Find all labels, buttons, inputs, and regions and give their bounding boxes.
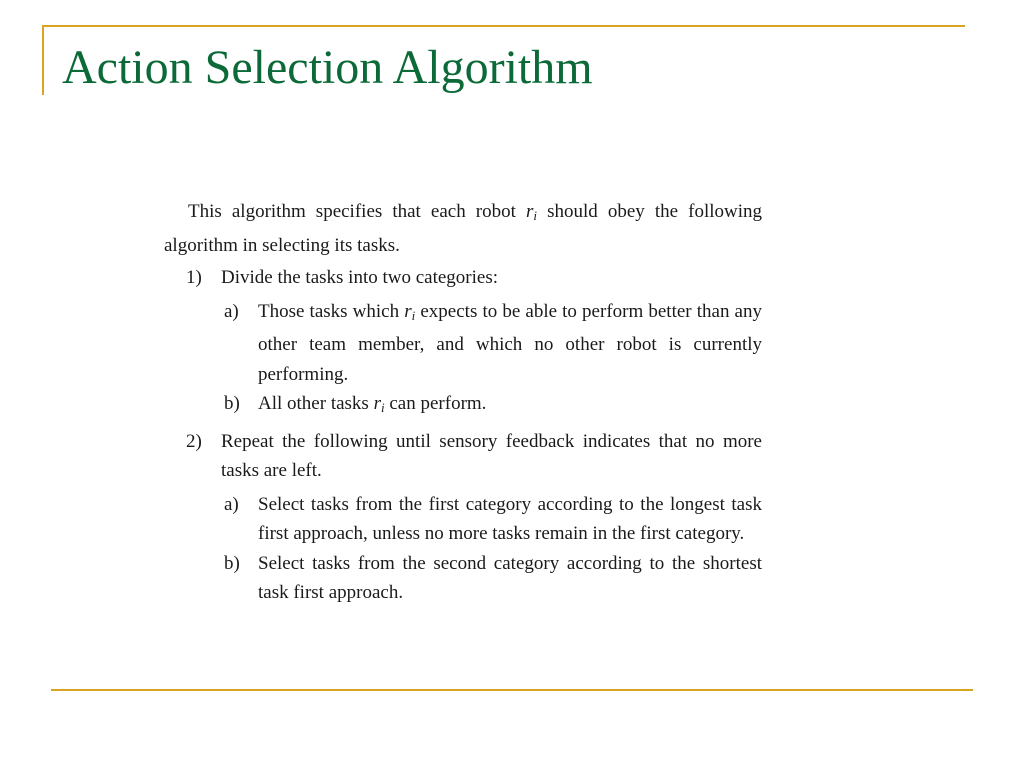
- step-2a: [164, 490, 762, 549]
- step-number: 1): [186, 267, 202, 288]
- substep-text: Select tasks from the second category according to the shortest task first approach.: [258, 552, 762, 603]
- footer-rule: [51, 689, 973, 691]
- substep-letter: a): [224, 493, 239, 515]
- substep-text-post: can perform.: [384, 393, 487, 414]
- robot-variable: ri: [525, 201, 537, 223]
- step-2b: [164, 549, 762, 608]
- step-text: Repeat the following until sensory feedback indicates that no more tasks are left.: [221, 430, 762, 481]
- algorithm-text-block: [164, 197, 762, 608]
- substep-letter: b): [224, 552, 240, 574]
- step-1: [164, 263, 762, 293]
- substep-text-post: expects to be able to perform better than any other team member, and which no other robot is currently performing.: [258, 300, 762, 385]
- substep-letter: b): [224, 393, 240, 414]
- step-text: Divide the tasks into two categories:: [221, 267, 499, 288]
- substep-text-pre: All other tasks: [258, 393, 374, 414]
- intro-text-post: should obey the following algorithm in selecting its tasks.: [164, 201, 762, 256]
- intro-paragraph: [164, 197, 762, 260]
- title-top-rule: [42, 25, 965, 27]
- intro-text-pre: This algorithm specifies that each robot: [188, 201, 526, 222]
- step-1b: [164, 389, 762, 423]
- title-left-rule: [42, 25, 44, 95]
- substep-text: Select tasks from the first category according to the longest task first approach, unless no more tasks remain in the first category.: [258, 493, 762, 544]
- step-number: 2): [186, 430, 202, 452]
- robot-variable: ri: [373, 393, 385, 415]
- step-2: [164, 427, 762, 486]
- slide-title: Action Selection Algorithm: [62, 41, 593, 94]
- substep-text-pre: Those tasks which: [258, 300, 405, 322]
- substep-letter: a): [224, 300, 239, 322]
- robot-variable: ri: [404, 300, 416, 323]
- step-1a: [164, 297, 762, 390]
